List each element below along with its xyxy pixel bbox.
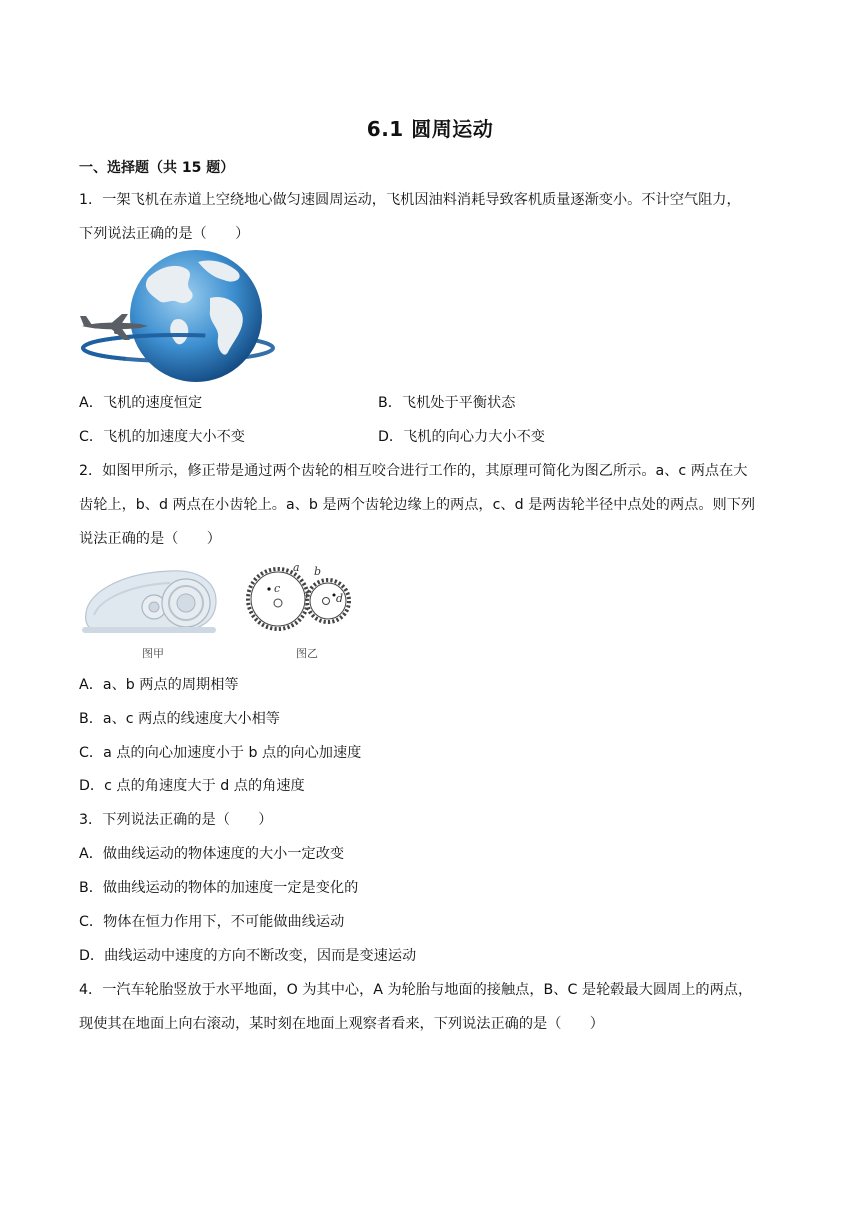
q2-option-a: A．a、b 两点的周期相等 xyxy=(79,677,239,693)
gear-label-c: c xyxy=(274,582,281,595)
q4-stem-line1: 4．一汽车轮胎竖放于水平地面，O 为其中心，A 为轮胎与地面的接触点，B、C 是轮毂最大圆周上的两点， xyxy=(79,982,753,998)
section-heading: 一、选择题（共 15 题） xyxy=(79,160,235,176)
q1-option-b: B．飞机处于平衡状态 xyxy=(378,395,516,411)
page-title: 6.1 圆周运动 xyxy=(366,117,494,141)
airplane-earth-figure xyxy=(78,248,278,384)
gear-label-d: d xyxy=(336,592,344,605)
large-gear-icon xyxy=(248,569,308,629)
figure-right-caption: 图乙 xyxy=(296,647,318,660)
q2-option-d: D．c 点的角速度大于 d 点的角速度 xyxy=(79,778,305,794)
q1-stem-line1: 1．一架飞机在赤道上空绕地心做匀速圆周运动，飞机因油料消耗导致客机质量逐渐变小。不计空气阻力， xyxy=(79,192,741,208)
figure-left-caption: 图甲 xyxy=(142,647,164,660)
q3-option-b: B．做曲线运动的物体的加速度一定是变化的 xyxy=(79,880,359,896)
q2-option-b: B．a、c 两点的线速度大小相等 xyxy=(79,711,280,727)
q2-option-c: C．a 点的向心加速度小于 b 点的向心加速度 xyxy=(79,745,362,761)
q3-stem: 3．下列说法正确的是（ ） xyxy=(79,812,273,828)
q2-stem-line1: 2．如图甲所示，修正带是通过两个齿轮的相互咬合进行工作的，其原理可简化为图乙所示。a、c 两点在大 xyxy=(79,463,748,479)
q2-stem-line3: 说法正确的是（ ） xyxy=(79,531,221,547)
gear-label-a: a xyxy=(293,563,300,574)
q3-option-d: D．曲线运动中速度的方向不断改变，因而是变速运动 xyxy=(79,948,417,964)
meshing-gears-figure xyxy=(240,563,356,639)
q2-stem-line2: 齿轮上，b、d 两点在小齿轮上。a、b 是两个齿轮边缘上的两点，c、d 是两齿轮半径中点处的两点。则下列 xyxy=(79,497,756,513)
q1-option-a: A．飞机的速度恒定 xyxy=(79,395,203,411)
q1-option-c: C．飞机的加速度大小不变 xyxy=(79,429,245,445)
q1-option-d: D．飞机的向心力大小不变 xyxy=(378,429,545,445)
gear-label-b: b xyxy=(314,565,322,578)
q3-option-c: C．物体在恒力作用下，不可能做曲线运动 xyxy=(79,914,345,930)
q1-stem-line2: 下列说法正确的是（ ） xyxy=(79,226,250,242)
q3-option-a: A．做曲线运动的物体速度的大小一定改变 xyxy=(79,846,345,862)
q4-stem-line2: 现使其在地面上向右滚动，某时刻在地面上观察者看来，下列说法正确的是（ ） xyxy=(79,1016,604,1032)
correction-tape-figure xyxy=(80,563,220,639)
